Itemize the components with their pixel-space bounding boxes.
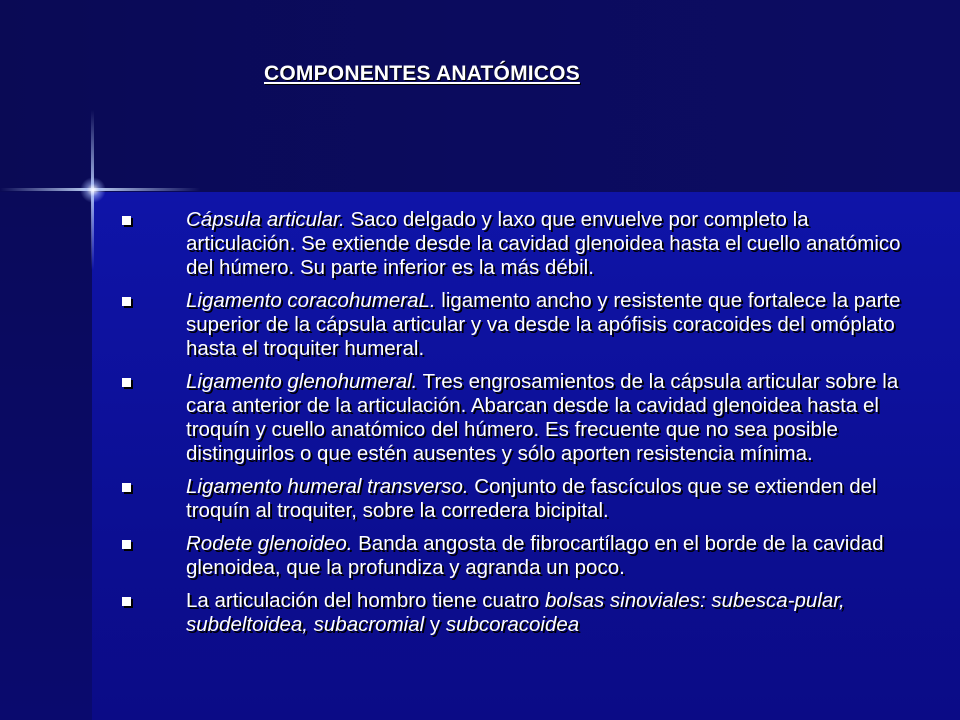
item-term: Ligamento glenohumeral. <box>186 370 418 393</box>
bullet-square-icon <box>122 597 131 606</box>
background-top-band <box>0 0 960 192</box>
bullet-square-icon <box>122 483 131 492</box>
list-item-capsula <box>118 208 908 280</box>
component-list <box>118 208 908 646</box>
list-item-coracohumeral <box>118 289 908 361</box>
background-left-band <box>0 192 92 720</box>
list-item-glenohumeral <box>118 370 908 466</box>
item-term: bolsas sinoviales: subesca-pular, subdeltoidea, subacromial <box>186 589 845 636</box>
slide-title: COMPONENTES ANATÓMICOS <box>264 62 580 85</box>
item-text: La articulación del hombro tiene cuatro <box>186 589 545 612</box>
item-text: Saco delgado y laxo que envuelve por completo la articulación. Se extiende desde la cavidad glenoidea hasta el cuello anatómico del húmero. Su parte inferior es la más débil. <box>186 208 901 279</box>
sparkle-star-icon <box>80 177 106 203</box>
item-term: subcoracoidea <box>445 613 580 636</box>
item-term: Ligamento coracohumeraL. <box>186 289 436 312</box>
item-text: Conjunto de fascículos que se extienden del troquín al troquiter, sobre la corredera bicipital. <box>186 475 877 522</box>
list-item-humeral-transverso <box>118 475 908 523</box>
bullet-square-icon <box>122 540 131 549</box>
item-text: Tres engrosamientos de la cápsula articular sobre la cara anterior de la articulación. Abarcan desde la cavidad glenoidea hasta el troquín y cuello anatómico del húmero. Es frecuente que no sea posible distinguirlos o que estén ausentes y sólo aporten resistencia mínima. <box>186 370 899 465</box>
item-text: Banda angosta de fibrocartílago en el borde de la cavidad glenoidea, que la profundiza y agranda un poco. <box>186 532 884 579</box>
item-term: Cápsula articular. <box>186 208 345 231</box>
list-item-bolsas <box>118 589 908 637</box>
bullet-square-icon <box>122 216 131 225</box>
bullet-square-icon <box>122 297 131 306</box>
item-term: Rodete glenoideo. <box>186 532 353 555</box>
item-term: Ligamento humeral transverso. <box>186 475 469 498</box>
item-text: y <box>424 613 446 636</box>
item-text: ligamento ancho y resistente que fortalece la parte superior de la cápsula articular y va desde la apófisis coracoides del omóplato hasta el troquiter humeral. <box>186 289 901 360</box>
list-item-rodete <box>118 532 908 580</box>
bullet-square-icon <box>122 378 131 387</box>
